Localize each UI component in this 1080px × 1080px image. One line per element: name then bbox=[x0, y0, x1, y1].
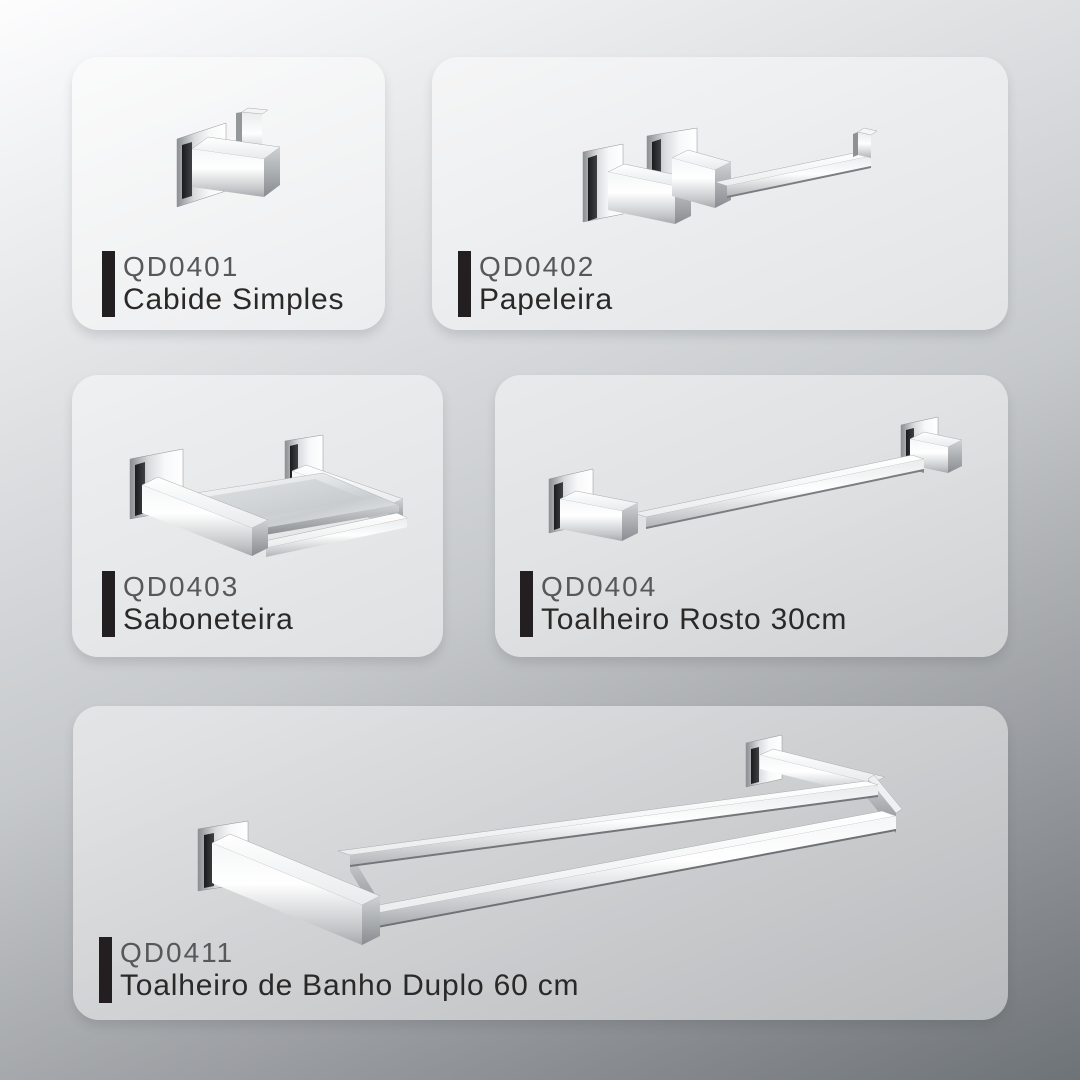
chrome-towel-bar-icon bbox=[546, 413, 968, 545]
product-name: Toalheiro de Banho Duplo 60 cm bbox=[120, 969, 580, 1002]
product-code: QD0403 bbox=[123, 571, 240, 602]
product-code: QD0401 bbox=[123, 251, 240, 282]
chrome-double-towel-bar-icon bbox=[150, 725, 910, 955]
product-label bbox=[99, 937, 579, 1003]
chrome-toilet-paper-holder-icon bbox=[575, 122, 885, 232]
product-code: QD0411 bbox=[120, 937, 235, 968]
product-name: Cabide Simples bbox=[123, 283, 345, 316]
product-label bbox=[520, 571, 847, 637]
chrome-soap-dish-icon bbox=[127, 433, 407, 558]
product-card-qd0403 bbox=[72, 375, 443, 657]
label-accent-bar bbox=[102, 571, 115, 637]
product-label bbox=[102, 251, 344, 317]
label-accent-bar bbox=[458, 251, 471, 317]
product-card-qd0401 bbox=[72, 57, 385, 330]
product-name: Saboneteira bbox=[123, 603, 294, 636]
product-card-qd0404 bbox=[495, 375, 1008, 657]
product-label bbox=[458, 251, 613, 317]
label-accent-bar bbox=[520, 571, 533, 637]
product-card-qd0411 bbox=[73, 706, 1008, 1020]
label-accent-bar bbox=[99, 937, 112, 1003]
product-code: QD0404 bbox=[541, 571, 658, 602]
product-name: Papeleira bbox=[479, 283, 613, 316]
product-label bbox=[102, 571, 294, 637]
product-name: Toalheiro Rosto 30cm bbox=[541, 603, 848, 636]
product-card-qd0402 bbox=[432, 57, 1008, 330]
product-code: QD0402 bbox=[479, 251, 596, 282]
chrome-square-robe-hook-icon bbox=[172, 103, 292, 213]
label-accent-bar bbox=[102, 251, 115, 317]
